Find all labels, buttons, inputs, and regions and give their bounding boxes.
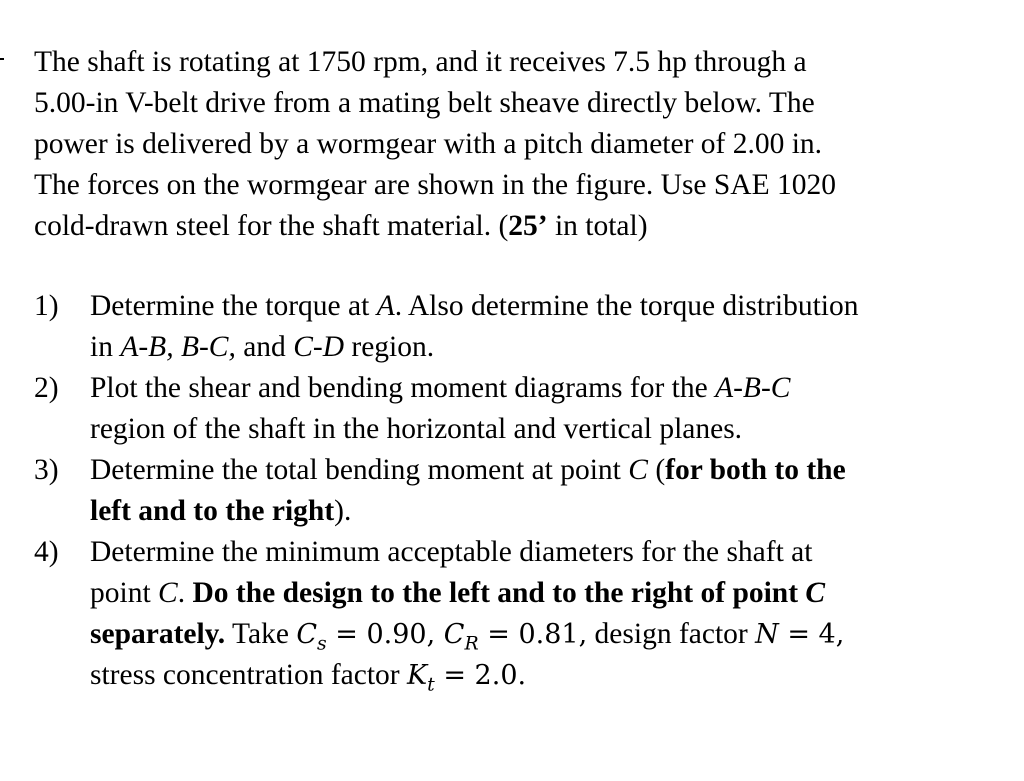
intro-line-3: power is delivered by a wormgear with a pitch diameter of 2.00 in. — [34, 128, 823, 160]
kt-value: = 2.0. — [434, 660, 527, 691]
question-4 — [34, 532, 1004, 696]
question-3-line-1 — [90, 450, 1004, 491]
intro-line-2: 5.00-in V-belt drive from a mating belt sheave directly below. The — [34, 87, 815, 119]
question-number: 1) — [34, 290, 59, 322]
question-1-line-1 — [90, 286, 1004, 327]
question-2-line-1 — [90, 368, 1004, 409]
q4-period: . — [177, 577, 193, 609]
intro-line-5-text: cold-drawn steel for the shaft material. ( — [34, 210, 509, 242]
intro-line-4: The forces on the wormgear are shown in the figure. Use SAE 1020 — [34, 169, 837, 201]
n-equation — [755, 619, 844, 650]
q3-point-c: C — [628, 454, 648, 486]
question-3-line-2 — [90, 491, 1004, 532]
question-number: 3) — [34, 454, 59, 486]
question-2-line-2: region of the shaft in the horizontal and vertical planes. — [90, 413, 743, 445]
n-value: = 4, — [778, 619, 845, 650]
q3-paren: ( — [647, 454, 666, 486]
q4-text-point: point — [90, 577, 159, 609]
question-4-line-2 — [90, 573, 1004, 614]
q4-bold-text: Do the design to the left and to the right of point — [192, 577, 806, 609]
question-2 — [34, 368, 1004, 450]
q4-stress-text: stress concentration factor — [90, 659, 407, 691]
cs-sub: s — [316, 632, 327, 655]
q2-region-abc: A-B-C — [715, 372, 791, 404]
q4-take: Take — [225, 618, 297, 650]
problem-statement — [34, 42, 994, 247]
q3-bold-text-cont: left and to the right — [90, 495, 335, 527]
question-1 — [34, 286, 1004, 368]
q2-text: Plot the shear and bending moment diagrams for the — [90, 372, 716, 404]
total-points: 25’ — [508, 210, 548, 242]
intro-line-5-end: in total) — [547, 210, 648, 242]
q1-regions: A-B, B-C, — [120, 331, 236, 363]
q1-text-cont: . Also determine the torque distribution — [394, 290, 859, 322]
q1-point-a: A — [376, 290, 395, 322]
q1-text-in: in — [90, 331, 121, 363]
q3-close: ). — [334, 495, 352, 527]
question-1-line-2 — [90, 327, 1004, 368]
q4-bold-separately: separately. — [90, 618, 226, 650]
q4-bold-point-c: C — [805, 577, 826, 609]
q4-design-factor: design factor — [587, 618, 756, 650]
q3-text: Determine the total bending moment at point — [90, 454, 629, 486]
n-var: N — [755, 619, 779, 650]
q1-region-cd: C-D — [293, 331, 344, 363]
cr-value: = 0.81, — [478, 619, 588, 650]
question-number: 4) — [34, 536, 59, 568]
q4-point-c: C — [158, 577, 178, 609]
q1-text-and: and — [235, 331, 294, 363]
q1-text-region: region. — [344, 331, 435, 363]
intro-line-5 — [34, 206, 994, 247]
cr-var: C — [443, 619, 465, 650]
question-4-line-4 — [90, 655, 1004, 696]
q1-text: Determine the torque at — [90, 290, 377, 322]
cs-equation — [296, 619, 588, 655]
question-4-line-3 — [90, 614, 1004, 655]
cs-value: = 0.90, — [326, 619, 444, 650]
list-marker — [0, 58, 4, 60]
question-list — [34, 286, 1004, 696]
cs-var: C — [296, 619, 317, 650]
kt-sub: t — [427, 673, 435, 696]
question-number: 2) — [34, 372, 59, 404]
cr-sub: R — [464, 632, 479, 655]
intro-line-1: The shaft is rotating at 1750 rpm, and it receives 7.5 hp through a — [34, 46, 807, 78]
kt-equation — [407, 660, 527, 696]
q3-bold-text: for both to the — [665, 454, 846, 486]
question-3 — [34, 450, 1004, 532]
question-4-line-1: Determine the minimum acceptable diameters for the shaft at — [90, 536, 813, 568]
kt-var: K — [407, 660, 428, 691]
